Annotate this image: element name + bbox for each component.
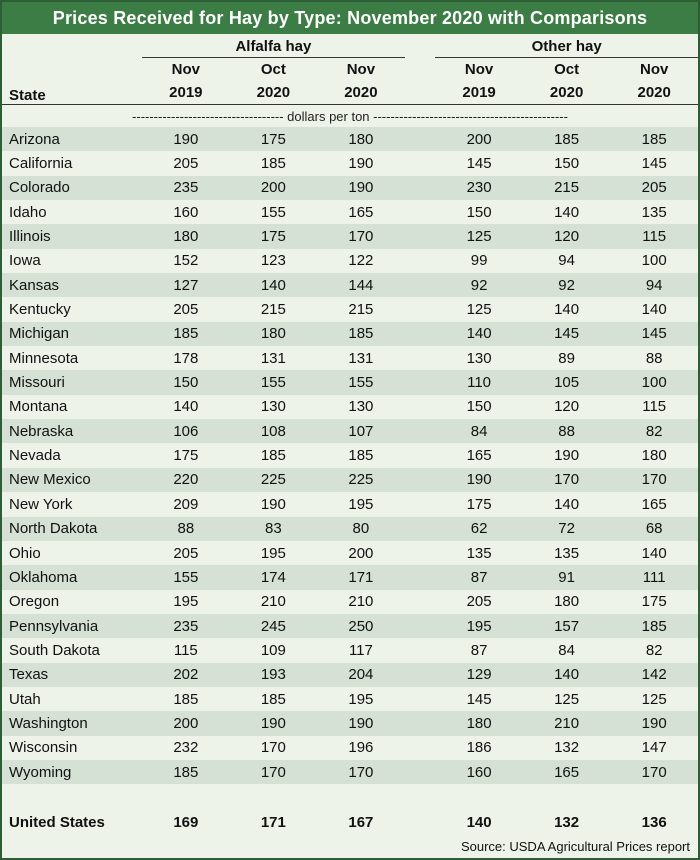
alfalfa-value-cell: 160 — [173, 203, 199, 221]
alfalfa-value-cell: 175 — [230, 224, 318, 248]
alfalfa-value-cell: 170 — [260, 739, 286, 757]
alfalfa-value-cell: 205 — [173, 544, 199, 562]
table-row — [2, 322, 698, 346]
alfalfa-value-cell: 174 — [230, 565, 318, 589]
other-value-cell: 145 — [523, 322, 611, 346]
alfalfa-value-cell: 205 — [173, 301, 199, 319]
gap-cell — [405, 760, 436, 784]
table-row — [2, 273, 698, 297]
state-cell: Michigan — [2, 322, 142, 346]
col-month: Nov — [640, 60, 669, 78]
alfalfa-value-cell: 232 — [173, 739, 199, 757]
other-value-cell: 115 — [642, 398, 667, 416]
table-row — [2, 663, 698, 687]
gap-cell — [405, 541, 436, 565]
col-month: Nov — [171, 60, 200, 78]
state-cell: Texas — [2, 663, 142, 687]
other-value-cell: 150 — [466, 203, 492, 221]
table-row — [2, 346, 698, 370]
total-other-cell: 132 — [554, 813, 580, 831]
alfalfa-value-cell: 180 — [230, 322, 318, 346]
table-row — [2, 468, 698, 492]
col-year: 2020 — [523, 80, 611, 105]
other-value-cell: 140 — [641, 301, 667, 319]
gap-cell — [405, 395, 436, 419]
alfalfa-value-cell: 205 — [173, 155, 199, 173]
other-value-cell: 142 — [610, 663, 698, 687]
state-cell: Iowa — [9, 252, 41, 270]
alfalfa-value-cell: 117 — [348, 641, 373, 659]
other-value-cell: 87 — [435, 565, 523, 589]
table-row — [2, 760, 698, 784]
gap-cell — [405, 517, 436, 541]
alfalfa-value-cell: 108 — [230, 419, 318, 443]
table-row — [2, 151, 698, 175]
other-value-cell: 84 — [435, 419, 523, 443]
alfalfa-value-cell: 220 — [142, 468, 230, 492]
gap-cell — [405, 565, 436, 589]
other-value-cell: 145 — [610, 322, 698, 346]
table-row — [2, 565, 698, 589]
state-cell: New Mexico — [2, 468, 142, 492]
alfalfa-value-cell: 195 — [348, 690, 374, 708]
other-value-cell: 68 — [610, 517, 698, 541]
alfalfa-value-cell: 225 — [317, 468, 405, 492]
alfalfa-value-cell: 190 — [317, 176, 405, 200]
other-value-cell: 185 — [610, 127, 698, 151]
col-month: Nov — [346, 60, 376, 78]
alfalfa-value-cell: 185 — [260, 155, 286, 173]
alfalfa-value-cell: 185 — [142, 322, 230, 346]
state-cell: Kentucky — [9, 301, 71, 319]
alfalfa-value-cell: 155 — [142, 565, 230, 589]
state-cell: Nevada — [9, 447, 61, 465]
other-value-cell: 92 — [435, 273, 523, 297]
alfalfa-value-cell: 200 — [142, 711, 230, 735]
col-year: 2020 — [610, 80, 698, 105]
table-row — [2, 443, 698, 467]
other-value-cell: 91 — [523, 565, 611, 589]
alfalfa-value-cell: 106 — [142, 419, 230, 443]
alfalfa-value-cell: 235 — [142, 614, 230, 638]
state-cell: California — [9, 155, 73, 173]
table-row — [2, 492, 698, 516]
other-value-cell: 175 — [466, 495, 492, 513]
alfalfa-value-cell: 131 — [348, 349, 374, 367]
col-year: 2019 — [435, 80, 523, 105]
col-month: Oct — [554, 60, 580, 78]
other-value-cell: 180 — [554, 593, 580, 611]
other-value-cell: 140 — [435, 322, 523, 346]
gap-cell — [405, 687, 436, 711]
other-value-cell: 82 — [610, 419, 698, 443]
alfalfa-value-cell: 170 — [230, 760, 318, 784]
other-value-cell: 140 — [641, 544, 667, 562]
gap-cell — [405, 736, 436, 760]
state-cell: Oregon — [9, 593, 60, 611]
state-cell: South Dakota — [9, 641, 100, 659]
alfalfa-value-cell: 195 — [260, 544, 286, 562]
gap-cell — [405, 224, 436, 248]
other-value-cell: 125 — [435, 224, 523, 248]
other-value-cell: 99 — [470, 252, 488, 270]
alfalfa-value-cell: 225 — [230, 468, 318, 492]
col-year: 2020 — [230, 80, 318, 105]
total-row — [2, 808, 698, 836]
other-value-cell: 115 — [610, 224, 698, 248]
other-value-cell: 140 — [554, 301, 580, 319]
alfalfa-value-cell: 140 — [173, 398, 199, 416]
alfalfa-value-cell: 150 — [142, 370, 230, 394]
col-year: 2020 — [317, 80, 405, 105]
alfalfa-value-cell: 171 — [317, 565, 405, 589]
gap-cell — [405, 419, 436, 443]
state-cell: New York — [9, 495, 73, 513]
table-row — [2, 541, 698, 565]
header-gap — [405, 34, 436, 58]
gap-cell — [405, 443, 436, 467]
alfalfa-value-cell: 83 — [230, 517, 318, 541]
alfalfa-value-cell: 80 — [317, 517, 405, 541]
other-value-cell: 195 — [435, 614, 523, 638]
state-cell: Wisconsin — [9, 739, 78, 757]
other-value-cell: 185 — [523, 127, 611, 151]
other-value-cell: 165 — [466, 447, 492, 465]
hay-price-table — [2, 34, 698, 836]
other-value-cell: 89 — [558, 349, 575, 367]
alfalfa-value-cell: 193 — [230, 663, 318, 687]
state-cell: Colorado — [2, 176, 142, 200]
alfalfa-value-cell: 196 — [348, 739, 374, 757]
alfalfa-value-cell: 209 — [173, 495, 199, 513]
other-value-cell: 87 — [470, 641, 488, 659]
group-header-other: Other hay — [435, 34, 698, 58]
alfalfa-value-cell: 215 — [348, 301, 374, 319]
alfalfa-value-cell: 210 — [348, 593, 374, 611]
state-cell: Kansas — [2, 273, 142, 297]
table-row — [2, 614, 698, 638]
table-row — [2, 224, 698, 248]
state-cell: Pennsylvania — [2, 614, 142, 638]
state-cell: Utah — [9, 690, 41, 708]
table-row — [2, 711, 698, 735]
other-value-cell: 135 — [554, 544, 580, 562]
other-value-cell: 72 — [523, 517, 611, 541]
alfalfa-value-cell: 170 — [317, 760, 405, 784]
alfalfa-value-cell: 204 — [317, 663, 405, 687]
units-label: ----------------------------------- dollars per ton --------------------------------------------- — [132, 108, 568, 124]
gap-cell — [405, 176, 436, 200]
table-row — [2, 419, 698, 443]
other-value-cell: 125 — [641, 690, 667, 708]
alfalfa-value-cell: 130 — [260, 398, 286, 416]
table-row — [2, 687, 698, 711]
other-value-cell: 84 — [558, 641, 575, 659]
other-value-cell: 190 — [554, 447, 580, 465]
other-value-cell: 129 — [435, 663, 523, 687]
alfalfa-value-cell: 155 — [260, 203, 286, 221]
state-cell: Minnesota — [9, 349, 79, 367]
alfalfa-value-cell: 215 — [260, 301, 286, 319]
gap-cell — [405, 200, 436, 224]
other-value-cell: 140 — [523, 663, 611, 687]
other-value-cell: 180 — [641, 447, 667, 465]
alfalfa-value-cell: 200 — [230, 176, 318, 200]
other-value-cell: 100 — [641, 252, 667, 270]
state-cell: Montana — [9, 398, 68, 416]
group-header-alfalfa: Alfalfa hay — [142, 34, 405, 58]
other-value-cell: 132 — [554, 739, 580, 757]
alfalfa-value-cell: 175 — [230, 127, 318, 151]
state-cell: Washington — [2, 711, 142, 735]
table-row — [2, 395, 698, 419]
table-row — [2, 127, 698, 151]
other-value-cell: 82 — [645, 641, 663, 659]
other-value-cell: 215 — [523, 176, 611, 200]
alfalfa-value-cell: 144 — [317, 273, 405, 297]
total-state-cell: United States — [9, 813, 105, 831]
gap-cell — [405, 614, 436, 638]
gap-cell — [405, 808, 436, 836]
table-row — [2, 517, 698, 541]
other-value-cell: 62 — [435, 517, 523, 541]
alfalfa-value-cell: 170 — [317, 224, 405, 248]
gap-cell — [405, 322, 436, 346]
state-cell: Wyoming — [2, 760, 142, 784]
other-value-cell: 135 — [466, 544, 492, 562]
total-other-cell: 136 — [641, 813, 667, 831]
total-other-cell: 140 — [466, 813, 492, 831]
gap-cell — [405, 638, 436, 662]
other-value-cell: 210 — [523, 711, 611, 735]
other-value-cell: 88 — [523, 419, 611, 443]
alfalfa-value-cell: 185 — [348, 447, 374, 465]
other-value-cell: 105 — [523, 370, 611, 394]
other-value-cell: 200 — [435, 127, 523, 151]
alfalfa-value-cell: 152 — [173, 252, 199, 270]
other-value-cell: 135 — [641, 203, 667, 221]
alfalfa-value-cell: 109 — [260, 641, 286, 659]
state-cell: Oklahoma — [2, 565, 142, 589]
other-value-cell: 160 — [435, 760, 523, 784]
other-value-cell: 125 — [466, 301, 492, 319]
alfalfa-value-cell: 195 — [348, 495, 374, 513]
table-row — [2, 736, 698, 760]
other-value-cell: 205 — [610, 176, 698, 200]
state-cell: Nebraska — [2, 419, 142, 443]
source-note: Source: USDA Agricultural Prices report — [460, 839, 690, 854]
other-value-cell: 190 — [435, 468, 523, 492]
other-value-cell: 175 — [641, 593, 667, 611]
other-value-cell: 140 — [554, 495, 580, 513]
alfalfa-value-cell: 178 — [173, 349, 199, 367]
alfalfa-value-cell: 185 — [317, 322, 405, 346]
alfalfa-value-cell: 140 — [230, 273, 318, 297]
other-value-cell: 140 — [554, 203, 580, 221]
alfalfa-value-cell: 200 — [348, 544, 374, 562]
alfalfa-value-cell: 115 — [173, 641, 198, 659]
other-value-cell: 111 — [610, 565, 698, 589]
alfalfa-value-cell: 175 — [173, 447, 199, 465]
col-month: Nov — [464, 60, 494, 78]
other-value-cell: 150 — [554, 155, 580, 173]
other-value-cell: 186 — [466, 739, 492, 757]
other-value-cell: 130 — [466, 349, 492, 367]
alfalfa-value-cell: 127 — [142, 273, 230, 297]
table-title: Prices Received for Hay by Type: November 2020 with Comparisons — [2, 2, 698, 34]
other-value-cell: 165 — [641, 495, 667, 513]
other-value-cell: 170 — [610, 760, 698, 784]
gap-cell — [405, 346, 436, 370]
other-value-cell: 230 — [435, 176, 523, 200]
other-value-cell: 147 — [641, 739, 667, 757]
gap-cell — [405, 468, 436, 492]
alfalfa-value-cell: 155 — [230, 370, 318, 394]
other-value-cell: 150 — [466, 398, 492, 416]
other-value-cell: 100 — [610, 370, 698, 394]
alfalfa-value-cell: 155 — [317, 370, 405, 394]
gap-cell — [405, 663, 436, 687]
gap-cell — [405, 297, 436, 321]
state-column-header: State — [2, 80, 142, 105]
other-value-cell: 170 — [610, 468, 698, 492]
alfalfa-value-cell: 190 — [230, 711, 318, 735]
other-value-cell: 185 — [610, 614, 698, 638]
other-value-cell: 92 — [523, 273, 611, 297]
other-value-cell: 190 — [610, 711, 698, 735]
gap-cell — [405, 127, 436, 151]
other-value-cell: 165 — [523, 760, 611, 784]
col-month: Oct — [260, 60, 286, 78]
alfalfa-value-cell: 195 — [173, 593, 199, 611]
other-value-cell: 125 — [554, 690, 580, 708]
alfalfa-value-cell: 190 — [348, 155, 374, 173]
alfalfa-value-cell: 180 — [142, 224, 230, 248]
table-row — [2, 176, 698, 200]
table-row — [2, 370, 698, 394]
state-cell: Idaho — [9, 203, 47, 221]
other-value-cell: 110 — [435, 370, 523, 394]
state-cell: Arizona — [2, 127, 142, 151]
gap-cell — [405, 249, 436, 273]
alfalfa-value-cell: 122 — [348, 252, 374, 270]
gap-cell — [405, 273, 436, 297]
other-value-cell: 88 — [645, 349, 663, 367]
alfalfa-value-cell: 123 — [260, 252, 286, 270]
other-value-cell: 170 — [523, 468, 611, 492]
alfalfa-value-cell: 131 — [260, 349, 286, 367]
alfalfa-value-cell: 185 — [142, 760, 230, 784]
total-alfalfa-cell: 167 — [348, 813, 374, 831]
alfalfa-value-cell: 190 — [317, 711, 405, 735]
gap-cell — [405, 151, 436, 175]
alfalfa-value-cell: 235 — [142, 176, 230, 200]
state-cell: Missouri — [2, 370, 142, 394]
gap-cell — [405, 370, 436, 394]
other-value-cell: 145 — [641, 155, 667, 173]
alfalfa-value-cell: 185 — [260, 447, 286, 465]
other-value-cell: 180 — [435, 711, 523, 735]
alfalfa-value-cell: 245 — [230, 614, 318, 638]
gap-cell — [405, 711, 436, 735]
alfalfa-value-cell: 88 — [142, 517, 230, 541]
alfalfa-value-cell: 180 — [317, 127, 405, 151]
alfalfa-value-cell: 190 — [142, 127, 230, 151]
other-value-cell: 94 — [558, 252, 575, 270]
table-row — [2, 200, 698, 224]
alfalfa-value-cell: 185 — [260, 690, 286, 708]
table-row — [2, 249, 698, 273]
alfalfa-value-cell: 165 — [348, 203, 374, 221]
state-cell: Illinois — [2, 224, 142, 248]
spacer-cell — [2, 784, 698, 808]
other-value-cell: 120 — [554, 398, 580, 416]
alfalfa-value-cell: 250 — [317, 614, 405, 638]
total-alfalfa-cell: 171 — [260, 813, 286, 831]
other-value-cell: 145 — [466, 155, 492, 173]
alfalfa-value-cell: 185 — [173, 690, 199, 708]
other-value-cell: 120 — [523, 224, 611, 248]
other-value-cell: 205 — [466, 593, 492, 611]
gap-cell — [405, 590, 436, 614]
alfalfa-value-cell: 107 — [317, 419, 405, 443]
alfalfa-value-cell: 202 — [142, 663, 230, 687]
state-cell: North Dakota — [2, 517, 142, 541]
table-row — [2, 590, 698, 614]
alfalfa-value-cell: 210 — [260, 593, 286, 611]
other-value-cell: 94 — [610, 273, 698, 297]
col-year: 2019 — [142, 80, 230, 105]
gap-cell — [405, 492, 436, 516]
other-value-cell: 145 — [466, 690, 492, 708]
alfalfa-value-cell: 130 — [348, 398, 374, 416]
other-value-cell: 157 — [523, 614, 611, 638]
table-row — [2, 297, 698, 321]
state-cell: Ohio — [9, 544, 41, 562]
header-blank — [2, 34, 142, 58]
total-alfalfa-cell: 169 — [173, 813, 199, 831]
table-row — [2, 638, 698, 662]
alfalfa-value-cell: 190 — [260, 495, 286, 513]
